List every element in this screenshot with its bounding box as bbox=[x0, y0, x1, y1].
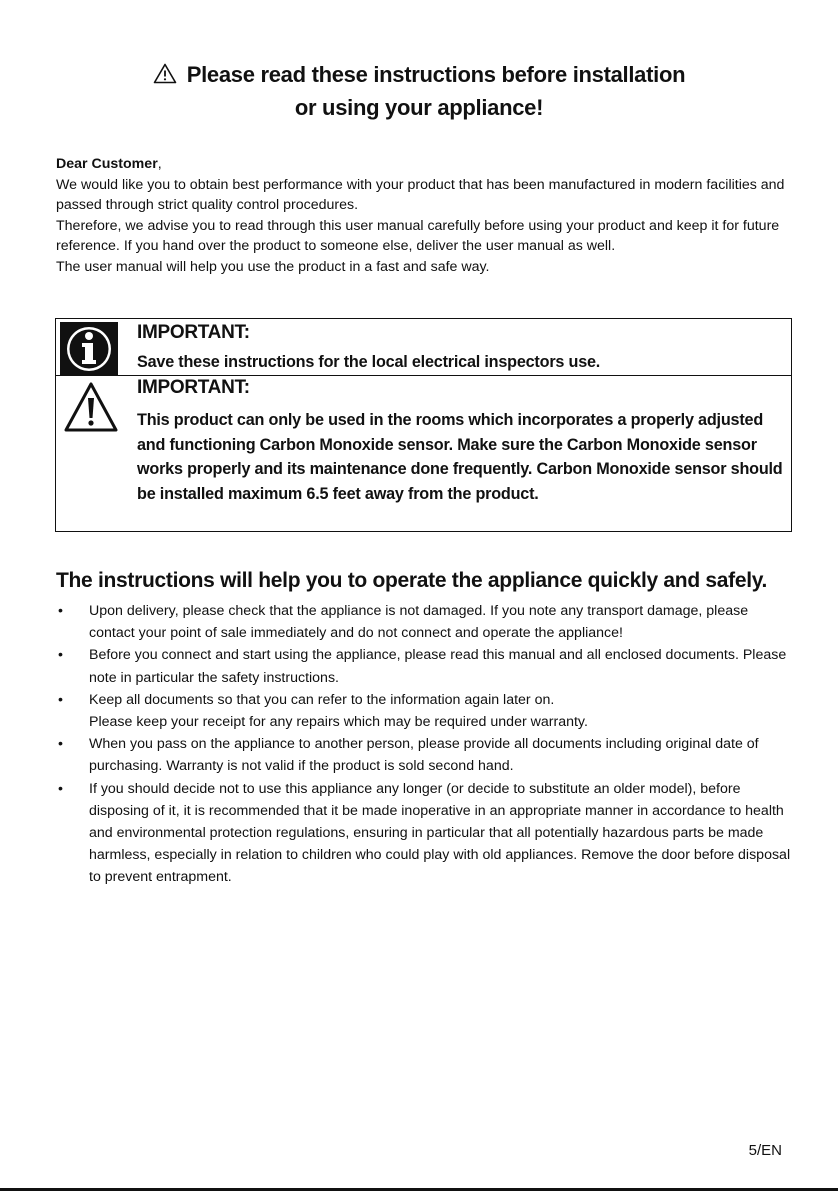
list-item-text: When you pass on the appliance to another person, please provide all documents including original date of purchasing. Warranty is not valid if the product is sold second hand. bbox=[89, 736, 759, 775]
important-title-2: IMPORTANT: bbox=[137, 377, 250, 398]
list-item bbox=[56, 600, 796, 644]
intro-paragraph-2: Therefore, we advise you to read through this user manual carefully before using your product and keep it for future reference. If you hand over the product to someone else, deliver the user manual as well. bbox=[56, 217, 780, 254]
page-header bbox=[0, 58, 838, 124]
instructions-list bbox=[56, 600, 796, 889]
greeting: Dear Customer bbox=[56, 156, 158, 172]
important-box bbox=[55, 318, 792, 532]
list-item bbox=[56, 644, 796, 688]
list-item-text: Keep all documents so that you can refer to the information again later on. bbox=[89, 691, 555, 708]
list-item bbox=[56, 778, 796, 889]
list-item-text: If you should decide not to use this appliance any longer (or decide to substitute an older model), before disposing of it, it is recommended that it be made inoperative in an appropriate manner in accordance to health and environmental protection regulations, ensuring in particular that all potentially hazardous parts be made harmless, especially in relation to children who could play with old appliances. Remove the door before disposal to prevent entrapment. bbox=[89, 780, 791, 886]
warning-icon bbox=[153, 63, 177, 84]
list-item-text: Upon delivery, please check that the appliance is not damaged. If you note any transport damage, please contact your point of sale immediately and do not connect and operate the appliance! bbox=[89, 603, 749, 642]
bullet: • bbox=[58, 603, 63, 619]
info-icon bbox=[60, 322, 118, 375]
bullet: • bbox=[58, 691, 63, 708]
bullet: • bbox=[58, 736, 63, 753]
bullet: • bbox=[58, 780, 63, 797]
important-title-1: IMPORTANT: bbox=[137, 322, 250, 343]
instructions-heading: The instructions will help you to operate the appliance quickly and safely. bbox=[56, 569, 768, 592]
list-item bbox=[56, 733, 796, 777]
info-icon-graphic bbox=[60, 322, 118, 375]
header-title-line1: Please read these instructions before installation bbox=[186, 62, 686, 87]
page-number: 5/EN bbox=[748, 1142, 782, 1159]
intro-paragraph-1: We would like you to obtain best performance with your product that has been manufactured in modern facilities and passed through strict quality control procedures. bbox=[56, 176, 785, 213]
greeting-suffix: , bbox=[157, 156, 162, 172]
important-text-2: This product can only be used in the rooms which incorporates a properly adjusted and functioning Carbon Monoxide sensor. Make sure the Carbon Monoxide sensor works properly and its maintenance done frequently. Carbon Monoxide sensor should be installed maximum 6.5 feet away from the product. bbox=[137, 411, 783, 503]
intro-section bbox=[56, 154, 796, 277]
warning-triangle-icon bbox=[63, 381, 119, 433]
list-item bbox=[56, 689, 796, 733]
header-title-line2: or using your appliance! bbox=[294, 95, 544, 120]
important-text-1: Save these instructions for the local electrical inspectors use. bbox=[137, 353, 601, 371]
greeting-line bbox=[56, 154, 796, 175]
header-line-1 bbox=[0, 58, 838, 91]
box-divider bbox=[56, 375, 791, 376]
list-item-text: Before you connect and start using the appliance, please read this manual and all enclosed documents. Please note in particular the safety instructions. bbox=[89, 647, 787, 686]
intro-paragraph-3: The user manual will help you use the product in a fast and safe way. bbox=[56, 258, 490, 275]
list-item-extra-text: Please keep your receipt for any repairs which may be required under warranty. bbox=[89, 714, 588, 731]
bullet: • bbox=[58, 647, 63, 664]
